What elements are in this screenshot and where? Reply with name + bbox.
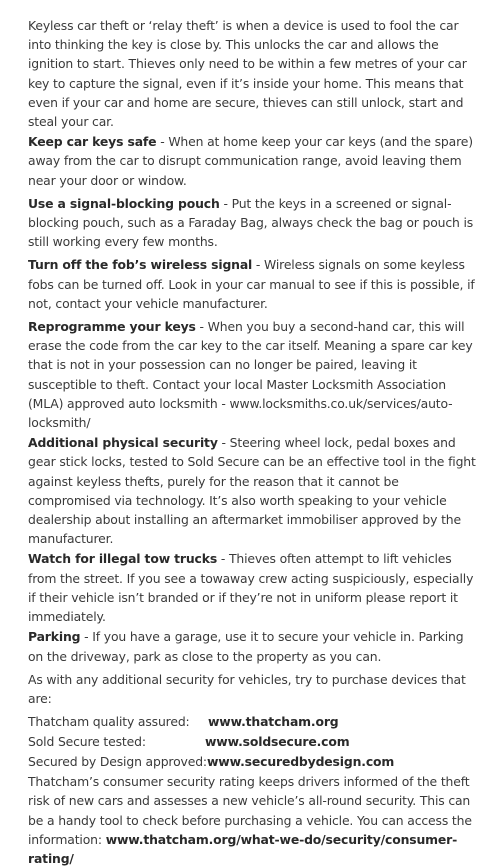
approval-sites-list xyxy=(28,712,476,772)
closing-text: Thatcham’s consumer security rating keeps drivers informed of the theft risk of new cars and assesses a new vehicle’s all-round security. This can be a handy tool to check before purchasing a vehicle. You can access the information: xyxy=(28,774,472,847)
tip-reprogramme-keys xyxy=(28,317,476,432)
site-row-thatcham xyxy=(28,712,476,732)
tip-heading: Reprogramme your keys xyxy=(28,319,196,335)
tip-keep-keys-safe xyxy=(28,132,476,190)
tip-text: - When at home keep your car keys (and the spare) away from the car to disrupt communication range, avoid leaving them near your door or window. xyxy=(28,134,473,188)
tip-text: - When you buy a second-hand car, this will erase the code from the car key to the car itself. Meaning a spare car key that is not in your possession can no longer be paired, leaving it susceptible to theft. Contact your local Master Locksmith Association (MLA) approved auto locksmith - www.locksmiths.co.uk/services/auto-locksmith/ xyxy=(28,319,473,431)
site-label: Sold Secure tested: xyxy=(28,734,146,750)
tip-turn-off-fob-signal xyxy=(28,255,476,313)
site-row-securedbydesign xyxy=(28,752,476,772)
intro-paragraph: Keyless car theft or ‘relay theft’ is when a device is used to fool the car into thinking the key is close by. This unlocks the car and allows the ignition to start. Thieves only need to be within a few metres of your car key to capture the signal, even if it’s inside your home. This means that even if your car and home are secure, thieves can still unlock, start and steal your car. xyxy=(28,18,467,130)
tip-illegal-tow-trucks xyxy=(28,549,476,626)
tip-text: - Put the keys in a screened or signal-blocking pouch, such as a Faraday Bag, always check the bag or pouch is still working every few months. xyxy=(28,195,474,250)
tip-heading: Watch for illegal tow trucks xyxy=(28,551,218,567)
site-link[interactable]: www.thatcham.org xyxy=(208,714,339,730)
tip-heading: Additional physical security xyxy=(28,435,218,451)
tip-physical-security xyxy=(28,433,476,548)
site-row-soldsecure xyxy=(28,732,476,752)
site-label: Secured by Design approved: xyxy=(28,754,207,770)
tip-text: - If you have a garage, use it to secure your vehicle in. Parking on the driveway, park as close to the property as you can. xyxy=(28,629,464,664)
site-link[interactable]: www.securedbydesign.com xyxy=(207,754,395,770)
tip-signal-blocking-pouch xyxy=(28,194,476,252)
tip-heading: Turn off the fob’s wireless signal xyxy=(28,257,253,273)
tip-text: - Steering wheel lock, pedal boxes and gear stick locks, tested to Sold Secure can be an effective tool in the fight against keyless thefts, purely for the reason that it cannot be compromised via technology. It’s also worth speaking to your vehicle dealership about installing an aftermarket immobiliser approved by the manufacturer. xyxy=(28,435,476,547)
closing-paragraph xyxy=(28,772,476,868)
site-link[interactable]: www.soldsecure.com xyxy=(205,734,350,750)
tip-parking xyxy=(28,627,476,665)
tip-text: - Wireless signals on some keyless fobs can be turned off. Look in your car manual to see if this is possible, if not, contact your vehicle manufacturer. xyxy=(28,257,475,311)
consumer-rating-link[interactable]: www.thatcham.org/what-we-do/security/consumer-rating/ xyxy=(28,831,458,866)
tip-heading: Use a signal-blocking pouch xyxy=(28,195,220,211)
tip-heading: Keep car keys safe xyxy=(28,134,157,150)
site-label: Thatcham quality assured: xyxy=(28,714,190,730)
tip-text: - Thieves often attempt to lift vehicles from the street. If you see a towaway crew acting suspiciously, especially if their vehicle isn’t branded or if they’re not in uniform please report it immediately. xyxy=(28,551,474,625)
tip-heading: Parking xyxy=(28,629,81,645)
purchase-intro: As with any additional security for vehicles, try to purchase devices that are: xyxy=(28,671,466,706)
